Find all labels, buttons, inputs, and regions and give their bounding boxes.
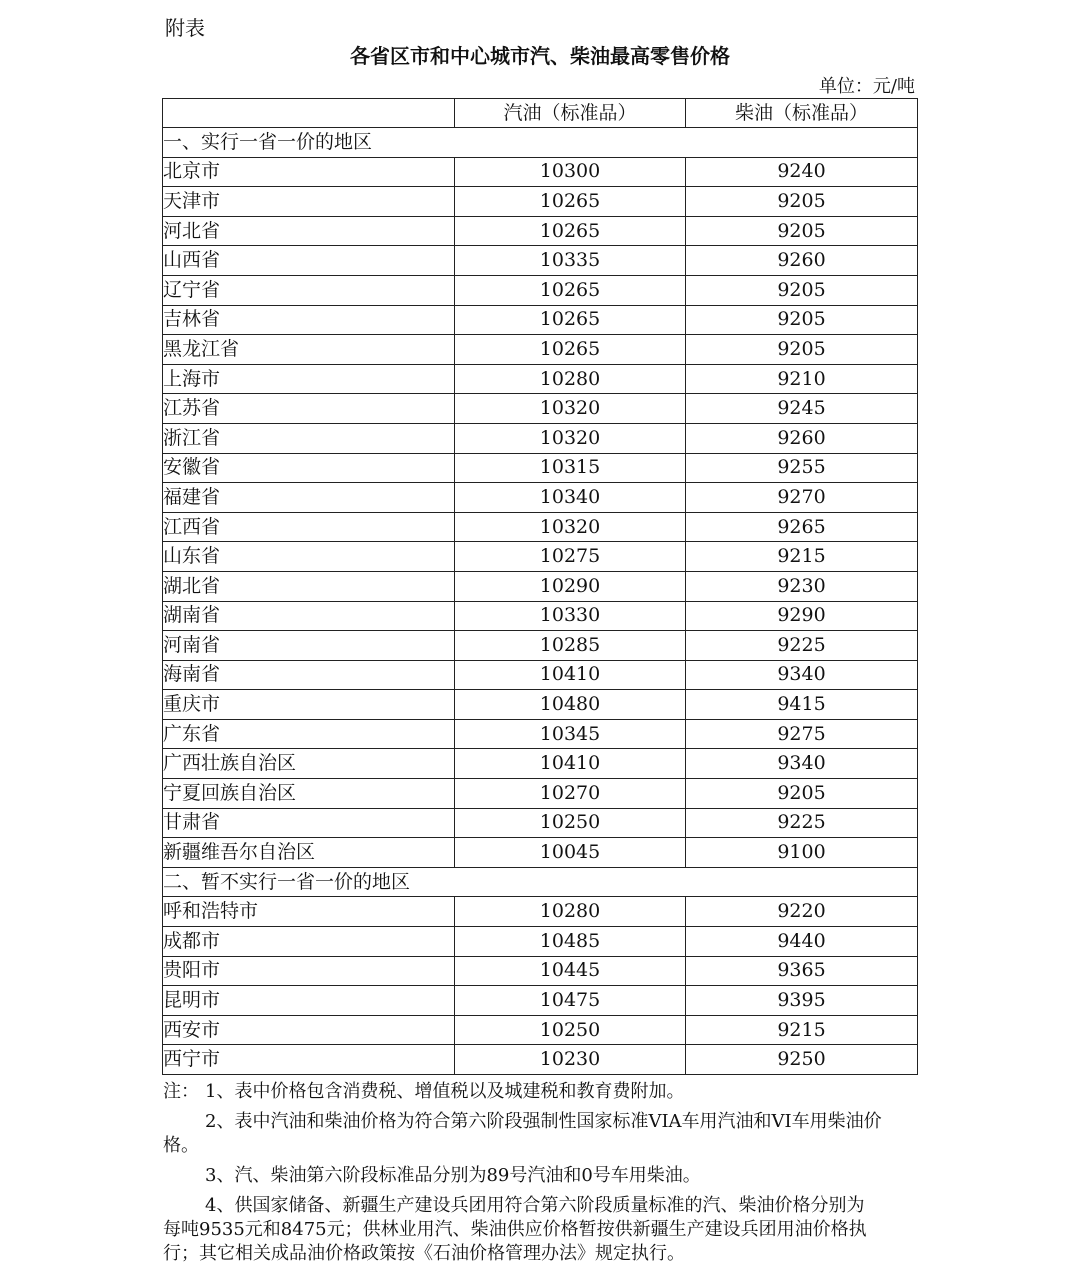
diesel-price: 9250 <box>686 1045 918 1075</box>
gasoline-price: 10250 <box>455 808 686 838</box>
attachment-label: 附表 <box>165 16 205 40</box>
table-row <box>163 956 918 986</box>
region-name: 辽宁省 <box>163 275 455 305</box>
gasoline-price: 10265 <box>455 335 686 365</box>
table-row <box>163 571 918 601</box>
note-line: 格。 <box>163 1135 199 1156</box>
gasoline-price: 10320 <box>455 423 686 453</box>
diesel-price: 9395 <box>686 986 918 1016</box>
diesel-price: 9340 <box>686 749 918 779</box>
gasoline-price: 10320 <box>455 394 686 424</box>
note-line: 每吨9535元和8475元；供林业用汽、柴油供应价格暂按供新疆生产建设兵团用油价格执 <box>163 1219 867 1240</box>
gasoline-price: 10265 <box>455 275 686 305</box>
region-name: 甘肃省 <box>163 808 455 838</box>
region-name: 重庆市 <box>163 690 455 720</box>
gasoline-price: 10315 <box>455 453 686 483</box>
region-name: 西安市 <box>163 1015 455 1045</box>
table-row <box>163 631 918 661</box>
table-row <box>163 187 918 217</box>
table-row <box>163 394 918 424</box>
diesel-price: 9340 <box>686 660 918 690</box>
region-name: 安徽省 <box>163 453 455 483</box>
table-row <box>163 838 918 868</box>
table-row <box>163 690 918 720</box>
diesel-price: 9260 <box>686 423 918 453</box>
region-name: 广西壮族自治区 <box>163 749 455 779</box>
table-row <box>163 423 918 453</box>
table-row <box>163 749 918 779</box>
table-row <box>163 483 918 513</box>
table-body <box>163 128 918 1075</box>
section-row <box>163 867 918 897</box>
table-row <box>163 927 918 957</box>
note-line: 行；其它相关成品油价格政策按《石油价格管理办法》规定执行。 <box>163 1243 685 1264</box>
gasoline-price: 10265 <box>455 187 686 217</box>
header-region <box>163 99 455 128</box>
table-row <box>163 719 918 749</box>
price-table <box>162 98 918 1075</box>
table-row <box>163 1015 918 1045</box>
diesel-price: 9415 <box>686 690 918 720</box>
diesel-price: 9260 <box>686 246 918 276</box>
region-name: 山西省 <box>163 246 455 276</box>
diesel-price: 9205 <box>686 216 918 246</box>
gasoline-price: 10250 <box>455 1015 686 1045</box>
gasoline-price: 10230 <box>455 1045 686 1075</box>
region-name: 江西省 <box>163 512 455 542</box>
table-row <box>163 1045 918 1075</box>
region-name: 呼和浩特市 <box>163 897 455 927</box>
table-row <box>163 512 918 542</box>
region-name: 贵阳市 <box>163 956 455 986</box>
note-prefix: 注： <box>163 1081 199 1102</box>
gasoline-price: 10475 <box>455 986 686 1016</box>
table-row <box>163 275 918 305</box>
gasoline-price: 10345 <box>455 719 686 749</box>
table-row <box>163 364 918 394</box>
header-gasoline: 汽油（标准品） <box>455 99 686 128</box>
note-text: 1、表中价格包含消费税、增值税以及城建税和教育费附加。 <box>205 1081 685 1102</box>
region-name: 黑龙江省 <box>163 335 455 365</box>
region-name: 昆明市 <box>163 986 455 1016</box>
diesel-price: 9205 <box>686 275 918 305</box>
note-line: 2、表中汽油和柴油价格为符合第六阶段强制性国家标准VIA车用汽油和VI车用柴油价 <box>205 1111 882 1132</box>
diesel-price: 9265 <box>686 512 918 542</box>
gasoline-price: 10280 <box>455 897 686 927</box>
table-row <box>163 542 918 572</box>
gasoline-price: 10340 <box>455 483 686 513</box>
diesel-price: 9270 <box>686 483 918 513</box>
table-row <box>163 779 918 809</box>
diesel-price: 9440 <box>686 927 918 957</box>
region-name: 海南省 <box>163 660 455 690</box>
diesel-price: 9225 <box>686 631 918 661</box>
diesel-price: 9365 <box>686 956 918 986</box>
table-row <box>163 246 918 276</box>
region-name: 成都市 <box>163 927 455 957</box>
region-name: 山东省 <box>163 542 455 572</box>
gasoline-price: 10480 <box>455 690 686 720</box>
gasoline-price: 10410 <box>455 749 686 779</box>
table-header-row <box>163 99 918 128</box>
gasoline-price: 10485 <box>455 927 686 957</box>
diesel-price: 9290 <box>686 601 918 631</box>
diesel-price: 9205 <box>686 187 918 217</box>
gasoline-price: 10330 <box>455 601 686 631</box>
region-name: 天津市 <box>163 187 455 217</box>
diesel-price: 9275 <box>686 719 918 749</box>
gasoline-price: 10285 <box>455 631 686 661</box>
gasoline-price: 10290 <box>455 571 686 601</box>
gasoline-price: 10410 <box>455 660 686 690</box>
region-name: 上海市 <box>163 364 455 394</box>
table-row <box>163 305 918 335</box>
region-name: 江苏省 <box>163 394 455 424</box>
gasoline-price: 10275 <box>455 542 686 572</box>
diesel-price: 9100 <box>686 838 918 868</box>
diesel-price: 9255 <box>686 453 918 483</box>
region-name: 湖南省 <box>163 601 455 631</box>
note-line: 3、汽、柴油第六阶段标准品分别为89号汽油和0号车用柴油。 <box>205 1165 701 1186</box>
gasoline-price: 10300 <box>455 157 686 187</box>
table-row <box>163 897 918 927</box>
diesel-price: 9210 <box>686 364 918 394</box>
diesel-price: 9205 <box>686 335 918 365</box>
table-row <box>163 986 918 1016</box>
table-row <box>163 216 918 246</box>
region-name: 河南省 <box>163 631 455 661</box>
diesel-price: 9240 <box>686 157 918 187</box>
diesel-price: 9215 <box>686 1015 918 1045</box>
gasoline-price: 10335 <box>455 246 686 276</box>
unit-label: 单位：元/吨 <box>818 76 915 97</box>
gasoline-price: 10045 <box>455 838 686 868</box>
region-name: 福建省 <box>163 483 455 513</box>
table-row <box>163 601 918 631</box>
region-name: 浙江省 <box>163 423 455 453</box>
header-diesel: 柴油（标准品） <box>686 99 918 128</box>
region-name: 湖北省 <box>163 571 455 601</box>
region-name: 吉林省 <box>163 305 455 335</box>
gasoline-price: 10445 <box>455 956 686 986</box>
document-title: 各省区市和中心城市汽、柴油最高零售价格 <box>350 44 730 68</box>
diesel-price: 9215 <box>686 542 918 572</box>
region-name: 宁夏回族自治区 <box>163 779 455 809</box>
note-line: 4、供国家储备、新疆生产建设兵团用符合第六阶段质量标准的汽、柴油价格分别为 <box>205 1195 865 1216</box>
diesel-price: 9205 <box>686 779 918 809</box>
gasoline-price: 10280 <box>455 364 686 394</box>
gasoline-price: 10265 <box>455 305 686 335</box>
gasoline-price: 10265 <box>455 216 686 246</box>
note-line <box>163 1080 918 1104</box>
section-title: 一、实行一省一价的地区 <box>163 128 918 158</box>
section-title: 二、暂不实行一省一价的地区 <box>163 867 918 897</box>
gasoline-price: 10270 <box>455 779 686 809</box>
table-row <box>163 660 918 690</box>
region-name: 新疆维吾尔自治区 <box>163 838 455 868</box>
diesel-price: 9230 <box>686 571 918 601</box>
gasoline-price: 10320 <box>455 512 686 542</box>
table-row <box>163 157 918 187</box>
region-name: 北京市 <box>163 157 455 187</box>
table-row <box>163 808 918 838</box>
diesel-price: 9205 <box>686 305 918 335</box>
diesel-price: 9245 <box>686 394 918 424</box>
section-row <box>163 128 918 158</box>
diesel-price: 9220 <box>686 897 918 927</box>
table-row <box>163 453 918 483</box>
region-name: 西宁市 <box>163 1045 455 1075</box>
table-row <box>163 335 918 365</box>
notes <box>163 1080 918 1266</box>
region-name: 广东省 <box>163 719 455 749</box>
diesel-price: 9225 <box>686 808 918 838</box>
region-name: 河北省 <box>163 216 455 246</box>
